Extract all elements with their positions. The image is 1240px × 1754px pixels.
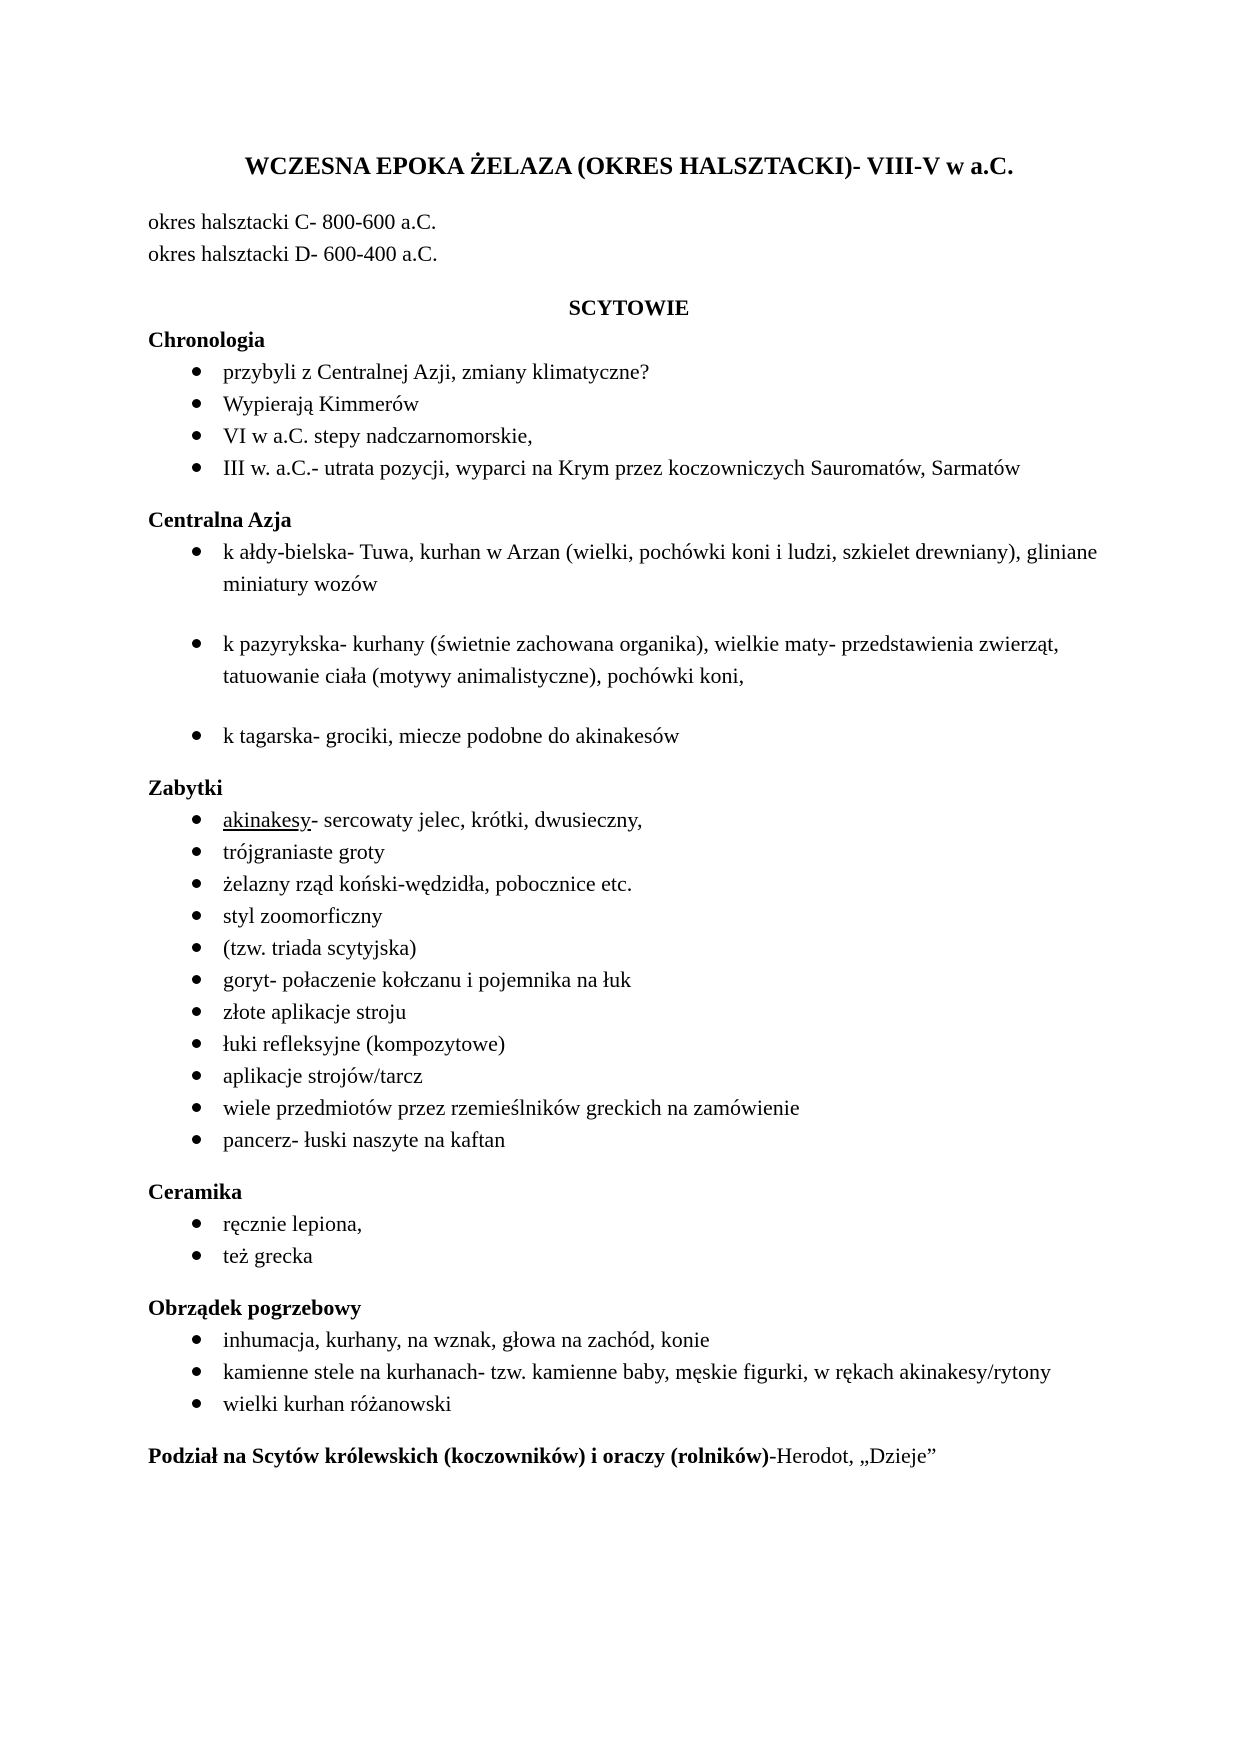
section-chronologia: [148, 324, 1110, 484]
list-item-text: kamienne stele na kurhanach- tzw. kamienne baby, męskie figurki, w rękach akinakesy/rytony: [223, 1359, 1051, 1384]
bullet-icon: [192, 1399, 201, 1408]
section-heading: Centralna Azja: [148, 507, 292, 532]
section-heading: Zabytki: [148, 775, 223, 800]
bullet-icon: [192, 1219, 201, 1228]
bullet-icon: [192, 1103, 201, 1112]
section-zabytki: [148, 772, 1110, 1156]
list-item-text: styl zoomorficzny: [223, 903, 383, 928]
list-item: [148, 388, 1110, 420]
bullet-icon: [192, 1335, 201, 1344]
list-item-text: (tzw. triada scytyjska): [223, 935, 417, 960]
list-item: [148, 1240, 1110, 1272]
list-item: [148, 420, 1110, 452]
list-item: [148, 1028, 1110, 1060]
list-item-text: k pazyrykska- kurhany (świetnie zachowana organika), wielkie maty- przedstawienia zwierząt, tatuowanie ciała (motywy animalistyczne), pochówki koni,: [223, 631, 1059, 688]
bullet-list: [148, 804, 1110, 1156]
intro-line: okres halsztacki C- 800-600 a.C.: [148, 209, 437, 234]
list-item: [148, 628, 1110, 692]
list-item: [148, 900, 1110, 932]
list-item: [148, 1208, 1110, 1240]
bullet-icon: [192, 847, 201, 856]
document-title: WCZESNA EPOKA ŻELAZA (OKRES HALSZTACKI)- VIII-V w a.C.: [244, 153, 1014, 180]
list-item-text: przybyli z Centralnej Azji, zmiany klimatyczne?: [223, 359, 650, 384]
list-item: [148, 836, 1110, 868]
list-item-text: - sercowaty jelec, krótki, dwusieczny,: [310, 807, 643, 832]
list-item: [148, 1124, 1110, 1156]
main-heading: SCYTOWIE: [568, 295, 690, 320]
list-item: [148, 536, 1110, 600]
bullet-icon: [192, 431, 201, 440]
list-item-text: wielki kurhan różanowski: [223, 1391, 452, 1416]
section-heading: Obrządek pogrzebowy: [148, 1295, 362, 1320]
section-centralna-azja: [148, 504, 1110, 752]
bullet-list: [148, 1208, 1110, 1272]
bullet-list: [148, 356, 1110, 484]
list-item: [148, 1356, 1110, 1388]
list-item: [148, 356, 1110, 388]
list-item: [148, 1092, 1110, 1124]
list-item-text: ręcznie lepiona,: [223, 1211, 363, 1236]
underlined-term: akinakesy: [223, 807, 311, 832]
list-item: [148, 1060, 1110, 1092]
list-item-text: też grecka: [223, 1243, 313, 1268]
bullet-icon: [192, 399, 201, 408]
section-ceramika: [148, 1176, 1110, 1272]
list-item: [148, 804, 1110, 836]
list-item-text: wiele przedmiotów przez rzemieślników greckich na zamówienie: [223, 1095, 800, 1120]
closing-bold-text: Podział na Scytów królewskich (koczowników) i oraczy (rolników): [148, 1443, 770, 1468]
bullet-icon: [192, 879, 201, 888]
list-item-text: trójgraniaste groty: [223, 839, 385, 864]
bullet-list: [148, 1324, 1110, 1420]
closing-normal-text: -Herodot, „Dzieje”: [769, 1443, 937, 1468]
bullet-icon: [192, 1251, 201, 1260]
list-item-text: Wypierają Kimmerów: [223, 391, 419, 416]
bullet-icon: [192, 1135, 201, 1144]
bullet-icon: [192, 815, 201, 824]
section-heading: Ceramika: [148, 1179, 243, 1204]
list-item: [148, 1388, 1110, 1420]
bullet-icon: [192, 911, 201, 920]
bullet-icon: [192, 975, 201, 984]
list-item: [148, 452, 1110, 484]
list-item: [148, 1324, 1110, 1356]
closing-paragraph: [148, 1440, 1110, 1472]
list-item-text: k tagarska- grociki, miecze podobne do akinakesów: [223, 723, 680, 748]
bullet-icon: [192, 1007, 201, 1016]
list-item-text: k ałdy-bielska- Tuwa, kurhan w Arzan (wielki, pochówki koni i ludzi, szkielet drewniany), gliniane miniatury wozów: [223, 539, 1098, 596]
list-item: [148, 932, 1110, 964]
list-item: [148, 964, 1110, 996]
intro-line: okres halsztacki D- 600-400 a.C.: [148, 241, 438, 266]
list-item-text: goryt- połaczenie kołczanu i pojemnika na łuk: [223, 967, 632, 992]
section-heading: Chronologia: [148, 327, 265, 352]
list-item: [148, 868, 1110, 900]
list-item-text: żelazny rząd koński-wędzidła, pobocznice etc.: [223, 871, 633, 896]
bullet-icon: [192, 943, 201, 952]
list-item-text: złote aplikacje stroju: [223, 999, 407, 1024]
bullet-icon: [192, 1071, 201, 1080]
bullet-list: [148, 536, 1110, 752]
bullet-icon: [192, 1367, 201, 1376]
bullet-icon: [192, 731, 201, 740]
bullet-icon: [192, 547, 201, 556]
list-item: [148, 996, 1110, 1028]
list-item: [148, 720, 1110, 752]
section-obrzadek: [148, 1292, 1110, 1420]
list-item-text: aplikacje strojów/tarcz: [223, 1063, 423, 1088]
list-item-text: pancerz- łuski naszyte na kaftan: [223, 1127, 506, 1152]
list-item-text: łuki refleksyjne (kompozytowe): [223, 1031, 506, 1056]
list-item-text: III w. a.C.- utrata pozycji, wyparci na Krym przez koczowniczych Sauromatów, Sarmatów: [223, 455, 1021, 480]
bullet-icon: [192, 463, 201, 472]
bullet-icon: [192, 639, 201, 648]
list-item-text: inhumacja, kurhany, na wznak, głowa na zachód, konie: [223, 1327, 710, 1352]
bullet-icon: [192, 1039, 201, 1048]
bullet-icon: [192, 367, 201, 376]
list-item-text: VI w a.C. stepy nadczarnomorskie,: [223, 423, 533, 448]
